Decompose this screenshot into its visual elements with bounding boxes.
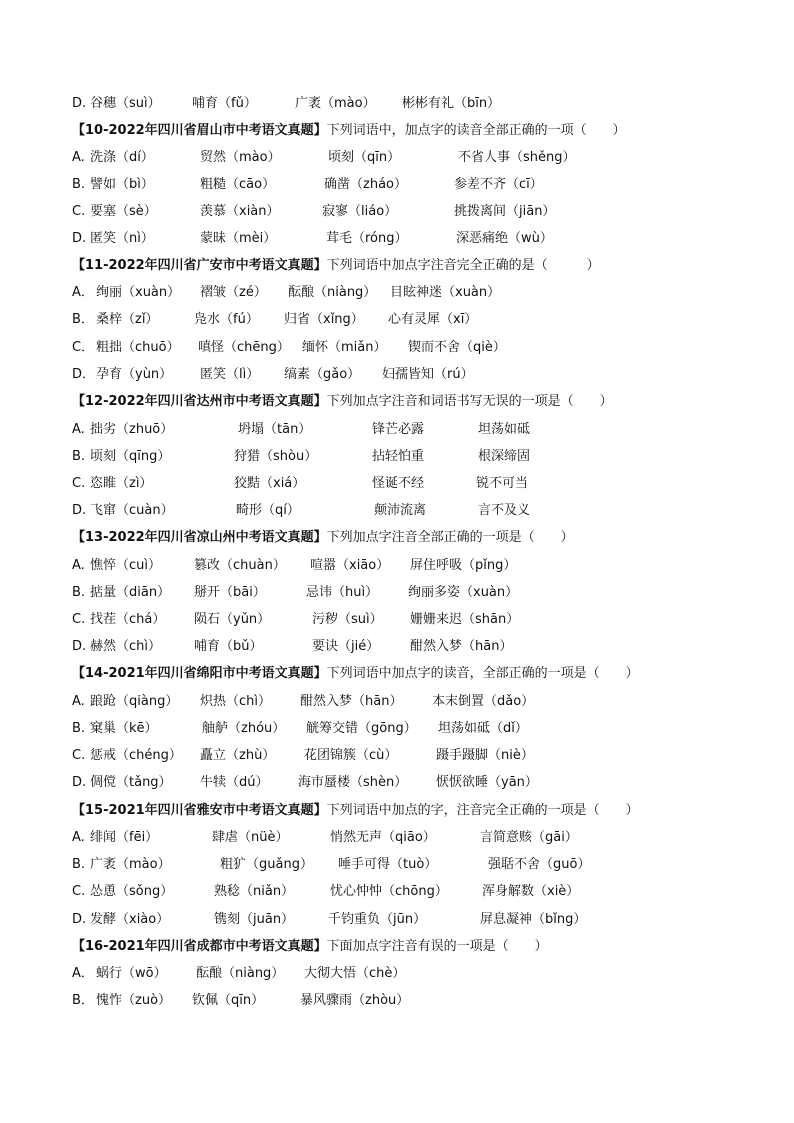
option-label: C. — [72, 748, 86, 763]
option-word: 陨石（yǔn） — [194, 612, 271, 627]
option-label: C. — [72, 612, 86, 627]
option-word: 广袤（mào） — [90, 857, 171, 872]
option-word: 坦荡如砥 — [478, 422, 531, 437]
option-word: 桑梓（zǐ） — [96, 312, 159, 327]
question-source: 【15-2021年四川省雅安市中考语文真题】 — [72, 803, 327, 818]
option-word: 喧嚣（xiāo） — [310, 558, 390, 573]
option-word: 狩猎（shòu） — [234, 449, 318, 464]
question-source: 【11-2022年四川省广安市中考语文真题】 — [72, 258, 327, 273]
option-word: 赫然（chì） — [90, 639, 161, 654]
option-label: D. — [72, 912, 87, 927]
option-word: 怪诞不经 — [372, 476, 425, 491]
option-word: 悄然无声（qiāo） — [330, 830, 436, 845]
option-label: A． — [72, 966, 94, 981]
option-word: 坍塌（tān） — [238, 422, 312, 437]
question-text: 下面加点字注音有误的一项是（ ） — [326, 939, 548, 954]
question-13 — [72, 528, 574, 548]
option-word: 确凿（zháo） — [324, 177, 407, 192]
option-word: 言不及义 — [478, 503, 531, 518]
option-label: A． — [72, 285, 94, 300]
option-word: 蜗行（wō） — [96, 966, 167, 981]
option-word: 海市蜃楼（shèn） — [298, 775, 408, 790]
option-label: B. — [72, 857, 86, 872]
option-word: 拙劣（zhuō） — [90, 422, 174, 437]
option-word: 姗姗来迟（shān） — [410, 612, 520, 627]
option-word: 顷刻（qīn） — [328, 150, 401, 165]
option-word: 酣然入梦（hān） — [300, 694, 403, 709]
option-word: 茸毛（róng） — [326, 231, 408, 246]
option-word: 钦佩（qīn） — [192, 993, 265, 1008]
option-word: 锋芒必露 — [372, 422, 425, 437]
option-word: 觥筹交错（gōng） — [306, 721, 417, 736]
option-word: 恹恹欲睡（yān） — [436, 775, 538, 790]
option-word: 倜傥（tǎng） — [90, 775, 172, 790]
question-text: 下列加点字注音和词语书写无误的一项是（ ） — [326, 394, 613, 409]
option-label: B． — [72, 993, 94, 1008]
option-word: 挑拨离间（jiān） — [454, 204, 556, 219]
option-label: D. — [72, 775, 87, 790]
option-word: 言简意赅（gāi） — [480, 830, 578, 845]
option-word: 凫水（fú） — [194, 312, 259, 327]
option-word: 镌刻（juān） — [214, 912, 295, 927]
option-word: 浑身解数（xiè） — [482, 884, 580, 899]
option-word: 根深缔固 — [478, 449, 531, 464]
option-word: 哺育（bǔ） — [194, 639, 263, 654]
option-word: 粗犷（guǎng） — [220, 857, 313, 872]
option-word: 嗔怪（chēng） — [198, 340, 290, 355]
option-word: 花团锦簇（cù） — [304, 748, 398, 763]
option-label: C. — [72, 204, 86, 219]
option-word: 篡改（chuàn） — [194, 558, 286, 573]
option-label: B. — [72, 721, 86, 736]
option-label: A. — [72, 694, 85, 709]
option-word: 粗拙（chuō） — [96, 340, 180, 355]
option-word: 参差不齐（cī） — [454, 177, 543, 192]
option-word: 肆虐（nüè） — [212, 830, 289, 845]
option-word: 妇孺皆知（rú） — [382, 367, 474, 382]
question-text: 下列加点字注音全部正确的一项是（ ） — [326, 530, 574, 545]
option-word: 憔悴（cuì） — [90, 558, 161, 573]
option-word: 褶皱（zé） — [200, 285, 267, 300]
option-word: 羡慕（xiàn） — [200, 204, 280, 219]
option-word: 锐不可当 — [476, 476, 529, 491]
option-label: C． — [72, 340, 95, 355]
question-text: 下列词语中加点的字，注音完全正确的一项是（ ） — [326, 803, 639, 818]
option-word: 绯闻（fēi） — [90, 830, 159, 845]
option-label: B. — [72, 449, 86, 464]
option-word: 缅怀（miǎn） — [302, 340, 387, 355]
option-word: 酝酿（niàng） — [196, 966, 285, 981]
option-word: 譬如（bì） — [90, 177, 154, 192]
option-word: 锲而不舍（qiè） — [408, 340, 506, 355]
option-label: A. — [72, 830, 85, 845]
option-word: 牛犊（dú） — [200, 775, 269, 790]
option-word: 洗涤（dí） — [90, 150, 154, 165]
option-word: 怂恿（sǒng） — [90, 884, 174, 899]
option-label: D. — [72, 503, 87, 518]
option-word: 酝酿（niàng） — [288, 285, 377, 300]
option-word: 哺育（fǔ） — [192, 96, 257, 111]
option-word: 熟稔（niǎn） — [214, 884, 295, 899]
option-word: 蒙昧（mèi） — [200, 231, 277, 246]
option-word: 贸然（mào） — [200, 150, 281, 165]
option-word: 惩戒（chéng） — [90, 748, 182, 763]
option-word: 匿笑（lì） — [200, 367, 260, 382]
option-word: 孕育（yùn） — [96, 367, 173, 382]
option-word: 屏息凝神（bǐng） — [480, 912, 587, 927]
option-label: A. — [72, 422, 85, 437]
option-word: 忌讳（huì） — [306, 585, 379, 600]
option-label: C. — [72, 884, 86, 899]
question-source: 【12-2022年四川省达州市中考语文真题】 — [72, 394, 327, 409]
option-word: 坦荡如砥（dǐ） — [438, 721, 528, 736]
option-word: 狡黠（xiá） — [234, 476, 306, 491]
option-label: D. — [72, 639, 87, 654]
option-label: D. — [72, 96, 87, 111]
option-word: 千钧重负（jūn） — [328, 912, 427, 927]
option-word: 顷刻（qīng） — [90, 449, 171, 464]
option-word: 矗立（zhù） — [200, 748, 276, 763]
option-word: 不省人事（shěng） — [458, 150, 576, 165]
option-word: 匿笑（nì） — [90, 231, 154, 246]
question-14 — [72, 664, 639, 684]
option-word: 拈轻怕重 — [372, 449, 425, 464]
question-text: 下列词语中加点字的读音，全部正确的一项是（ ） — [326, 666, 639, 681]
option-word: 颠沛流离 — [374, 503, 427, 518]
option-word: 污秽（suì） — [312, 612, 383, 627]
option-word: 掰开（bāi） — [194, 585, 266, 600]
option-word: 找茬（chá） — [90, 612, 166, 627]
option-word: 谷穗（suì） — [90, 96, 161, 111]
option-word: 酣然入梦（hān） — [410, 639, 513, 654]
option-word: 缟素（gǎo） — [284, 367, 361, 382]
option-word: 心有灵犀（xī） — [388, 312, 478, 327]
option-word: 畸形（qí） — [236, 503, 300, 518]
option-word: 蹑手蹑脚（niè） — [436, 748, 534, 763]
option-word: 绚丽多姿（xuàn） — [408, 585, 519, 600]
option-label: B. — [72, 177, 86, 192]
option-word: 炽热（chì） — [200, 694, 271, 709]
question-source: 【14-2021年四川省绵阳市中考语文真题】 — [72, 666, 327, 681]
option-word: 归省（xǐng） — [284, 312, 364, 327]
question-16 — [72, 937, 548, 957]
option-word: 粗糙（cāo） — [200, 177, 276, 192]
option-label: B． — [72, 312, 94, 327]
option-word: 踉跄（qiàng） — [90, 694, 179, 709]
question-15 — [72, 801, 639, 821]
question-10 — [72, 121, 626, 141]
option-word: 发酵（xiào） — [90, 912, 170, 927]
option-label: B. — [72, 585, 86, 600]
option-label: C. — [72, 476, 86, 491]
question-source: 【16-2021年四川省成都市中考语文真题】 — [72, 939, 327, 954]
option-label: D. — [72, 231, 87, 246]
question-11 — [72, 256, 600, 276]
option-label: A. — [72, 558, 85, 573]
option-word: 忧心忡忡（chōng） — [330, 884, 448, 899]
option-label: A. — [72, 150, 85, 165]
question-source: 【10-2022年四川省眉山市中考语文真题】 — [72, 123, 327, 138]
option-word: 目眩神迷（xuàn） — [390, 285, 501, 300]
option-word: 窠巢（kē） — [90, 721, 158, 736]
question-source: 【13-2022年四川省凉山州中考语文真题】 — [72, 530, 327, 545]
question-12 — [72, 392, 613, 412]
option-word: 广袤（mào） — [295, 96, 376, 111]
option-word: 飞窜（cuàn） — [90, 503, 174, 518]
option-word: 绚丽（xuàn） — [96, 285, 181, 300]
option-word: 暴风骤雨（zhòu） — [300, 993, 410, 1008]
option-word: 愧怍（zuò） — [96, 993, 172, 1008]
option-word: 恣睢（zì） — [90, 476, 153, 491]
question-text: 下列词语中，加点字的读音全部正确的一项（ ） — [326, 123, 626, 138]
option-word: 本末倒置（dǎo） — [432, 694, 535, 709]
option-word: 要塞（sè） — [90, 204, 157, 219]
option-word: 唾手可得（tuò） — [338, 857, 438, 872]
option-word: 彬彬有礼（bīn） — [402, 96, 501, 111]
option-label: D． — [72, 367, 96, 382]
option-word: 深恶痛绝（wù） — [456, 231, 553, 246]
option-word: 屏住呼吸（pǐng） — [410, 558, 517, 573]
question-text: 下列词语中加点字注音完全正确的是（ ） — [326, 258, 600, 273]
option-word: 强聒不舍（guō） — [488, 857, 591, 872]
option-word: 要诀（jié） — [312, 639, 380, 654]
option-word: 舳舻（zhóu） — [202, 721, 286, 736]
option-word: 大彻大悟（chè） — [304, 966, 406, 981]
option-word: 寂寥（liáo） — [322, 204, 398, 219]
option-word: 掂量（diān） — [90, 585, 171, 600]
